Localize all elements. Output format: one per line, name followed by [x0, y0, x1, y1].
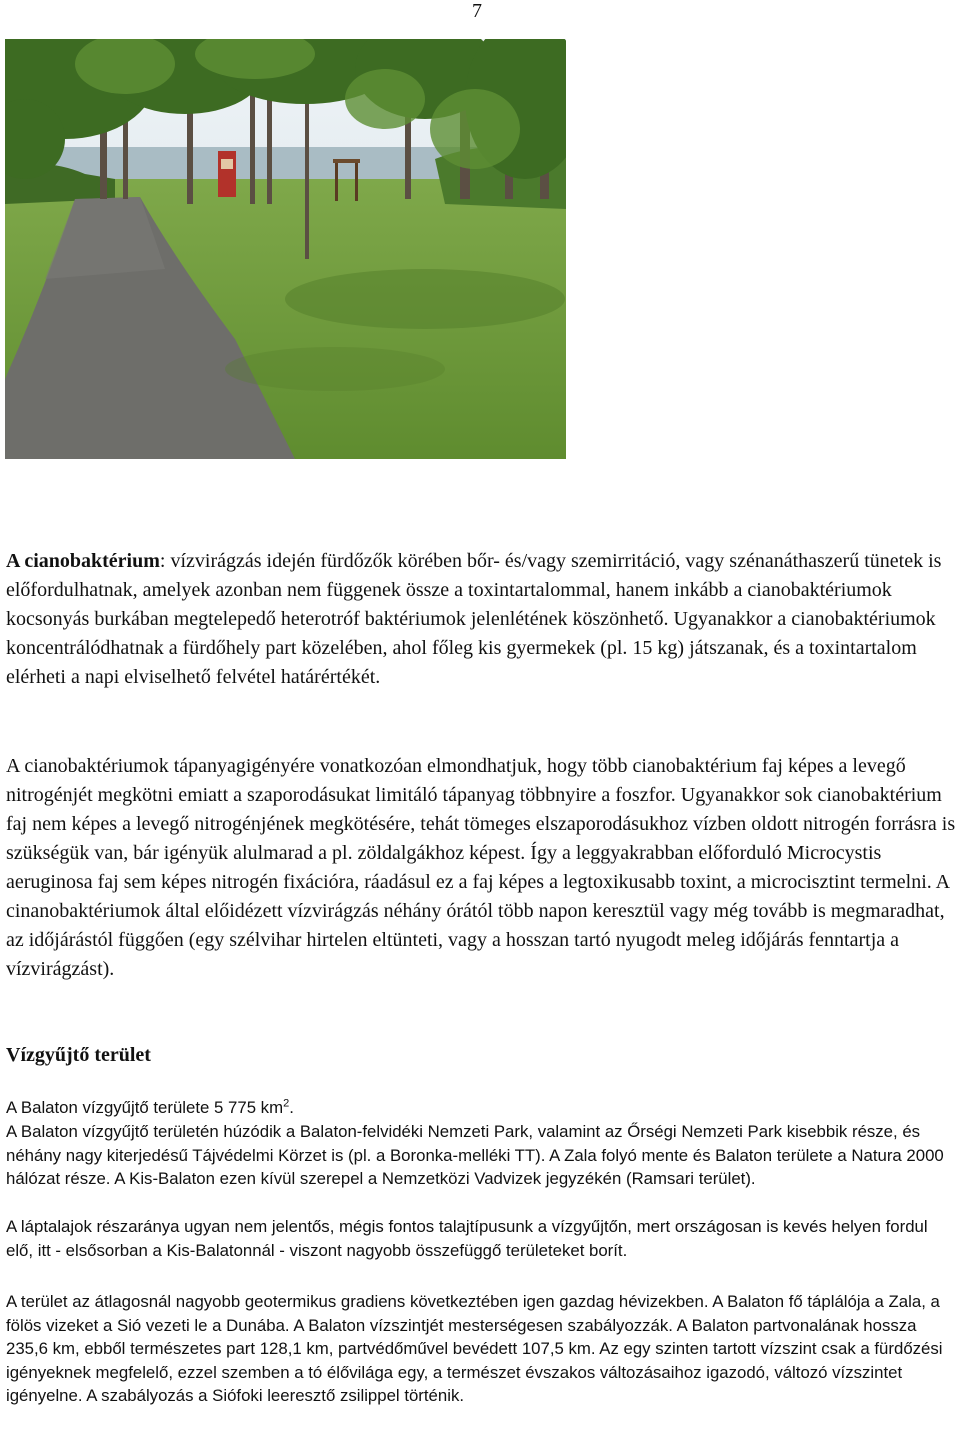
cyanobacteria-paragraph	[6, 547, 956, 692]
hydrology-paragraph: A terület az átlagosnál nagyobb geotermikus gradiens következtében igen gazdag hévizekben. A Balaton fő táplálója a Zala, a fölös vizeket a Sió vezeti le a Dunába. A Balaton vízszintjét mesterségesen szabályozzák. A Balaton partvonalának hossza 235,6 km, ebből természetes part 128,1 km, partvédőművel bevédett 107,5 km. Az egy szinten tartott vízszint csak a fürdőzési igényeknek megfelelő, ezzel szemben a tó élővilága egy, a természet évszakos változásaihoz igazodó, változó vízszintet igényelne. A szabályozás a Siófoki leeresztő zsilippel történik.	[6, 1292, 943, 1406]
cyanobacteria-term: A cianobaktérium	[6, 550, 160, 572]
lakeside-park-photo	[5, 39, 566, 459]
nutrient-paragraph: A cianobaktériumok tápanyagigényére vonatkozóan elmondhatjuk, hogy több cianobaktérium faj képes a levegő nitrogénjét megkötni emiatt a szaporodásukat limitáló tápanyag többnyire a foszfor. Ugyanakkor sok cianobaktérium faj nem képes a levegő nitrogénjének megkötésére, tehát tömeges elszaporodásukhoz vízben oldott nitrogén forrásra is szükségük van, bár igényük alulmarad a pl. zöldalgákhoz képest. Így a leggyakrabban előforduló Microcystis aeruginosa faj sem képes nitrogén fixációra, ráadásul ez a faj képes a legtoxikusabb toxint, a microcisztint termelni. A cinanobaktériumok által előidézett vízvirágzás néhány órától több napon keresztül vagy még tovább is megmaradhat, az időjárástól függően (egy szélvihar hirtelen eltünteti, vagy a hosszan tartó nyugodt meleg időjárás fenntartja a vízvirágzást).	[6, 755, 956, 980]
catchment-area-text: A Balaton vízgyűjtő területe 5 775 km	[6, 1098, 284, 1117]
catchment-area-line	[6, 1096, 956, 1120]
cyanobacteria-text: : vízvirágzás idején fürdőzők körében bőr- és/vagy szemirritáció, vagy szénanáthaszerű tünetek is előfordulhatnak, amelyek azonban nem függenek össze a toxintartalommal, hanem inkább a cianobaktériumok kocsonyás burkában megtelepedő heterotróf baktériumok jelenlétének köszönhető. Ugyanakkor a cianobaktériumok koncentrálódhatnak a fürdőhely part közelében, ahol főleg kis gyermekek (pl. 15 kg) játszanak, és a toxintartalom elérheti a napi elviselhető felvétel határértékét.	[6, 550, 942, 688]
protected-areas-paragraph: A Balaton vízgyűjtő területén húzódik a Balaton-felvidéki Nemzeti Park, valamint az Őrségi Nemzeti Park kisebbik része, és néhány nagy kiterjedésű Tájvédelmi Körzet is (pl. a Boronka-melléki TT). A Zala folyó mente és Balaton területe a Natura 2000 hálózat része. A Kis-Balaton ezen kívül szerepel a Nemzetközi Vadvizek jegyzékén (Ramsari terület).	[6, 1122, 944, 1189]
photo-illustration	[5, 39, 566, 459]
section-heading: Vízgyűjtő terület	[6, 1044, 151, 1066]
catchment-area-sup: 2	[283, 1097, 290, 1110]
catchment-area-end: .	[289, 1098, 294, 1117]
peat-soils-paragraph: A láptalajok részaránya ugyan nem jelentős, mégis fontos talajtípusunk a vízgyűjtőn, mert országosan is kevés helyen fordul elő, itt - elsősorban a Kis-Balatonnál - viszont nagyobb összefüggő területeket borít.	[6, 1217, 928, 1260]
page-number: 7	[472, 0, 482, 22]
